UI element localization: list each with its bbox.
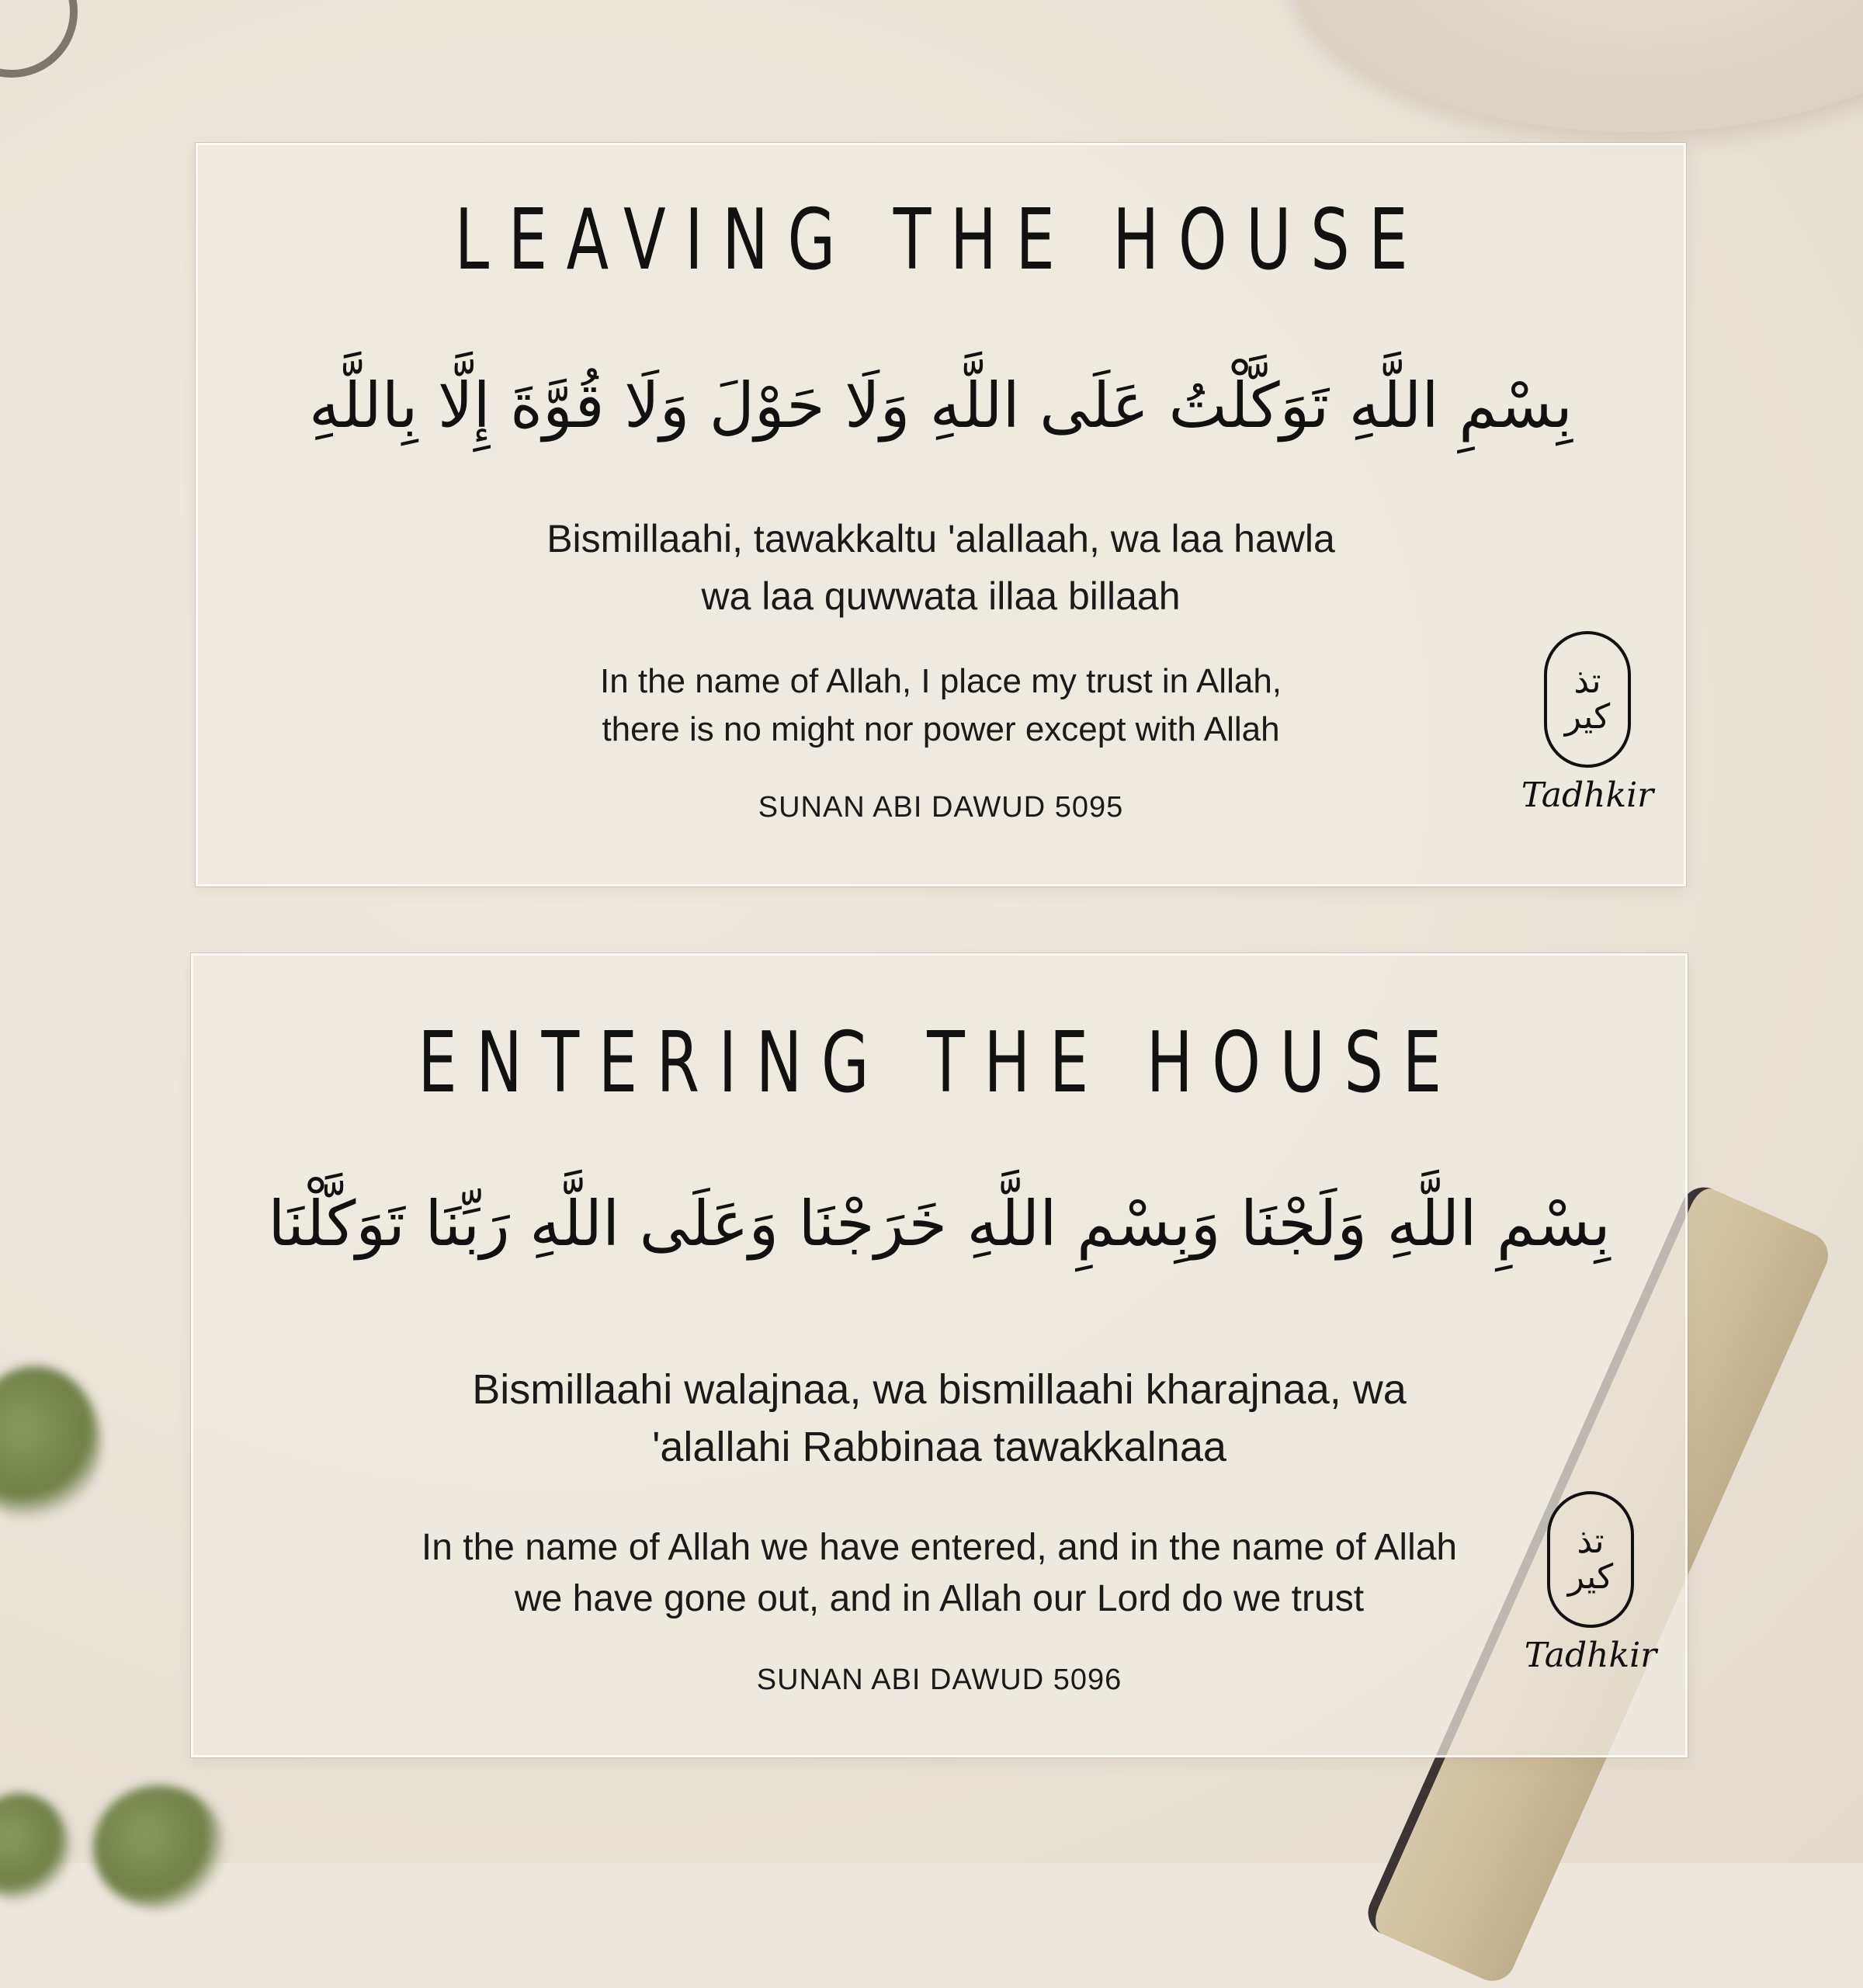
translation	[193, 1522, 1685, 1625]
arabic-dua: بِسْمِ اللَّهِ تَوَكَّلْتُ عَلَى اللَّهِ وَلَا حَوْلَ وَلَا قُوَّةَ إِلَّا بِاللَّهِ	[309, 369, 1573, 442]
translation-line: there is no might nor power except with Allah	[602, 710, 1280, 748]
dua-card-entering	[191, 953, 1688, 1757]
logo-oval: تذ كير	[1547, 1491, 1634, 1628]
logo-signature: Tadhkir	[1524, 1636, 1657, 1675]
translation-line: we have gone out, and in Allah our Lord do we trust	[514, 1578, 1365, 1619]
translation	[198, 657, 1684, 754]
transliteration	[193, 1361, 1685, 1476]
hadith-source: SUNAN ABI DAWUD 5095	[758, 791, 1124, 824]
transliteration-line: Bismillaahi, tawakkaltu 'alallaah, wa laa hawla	[546, 517, 1335, 560]
plant-leaf	[93, 1785, 225, 1910]
arabic-dua: بِسْمِ اللَّهِ وَلَجْنَا وَبِسْمِ اللَّهِ خَرَجْنَا وَعَلَى اللَّهِ رَبِّنَا تَوَكَّلْنَا	[268, 1188, 1611, 1260]
logo-signature: Tadhkir	[1521, 775, 1654, 815]
transliteration-line: 'alallahi Rabbinaa tawakkalnaa	[652, 1424, 1226, 1470]
translation-line: In the name of Allah we have entered, and in the name of Allah	[421, 1527, 1458, 1568]
card-title: LEAVING THE HOUSE	[454, 192, 1428, 289]
tadhkir-logo	[1513, 1491, 1668, 1701]
transliteration	[198, 510, 1684, 625]
tadhkir-logo	[1510, 631, 1665, 841]
dua-card-leaving	[196, 143, 1686, 886]
translation-line: In the name of Allah, I place my trust in Allah,	[599, 662, 1282, 700]
transliteration-line: wa laa quwwata illaa billaah	[701, 574, 1181, 618]
transliteration-line: Bismillaahi walajnaa, wa bismillaahi kharajnaa, wa	[472, 1366, 1407, 1413]
card-title: ENTERING THE HOUSE	[418, 1015, 1461, 1112]
logo-oval: تذ كير	[1544, 631, 1631, 768]
hadith-source: SUNAN ABI DAWUD 5096	[756, 1664, 1122, 1696]
